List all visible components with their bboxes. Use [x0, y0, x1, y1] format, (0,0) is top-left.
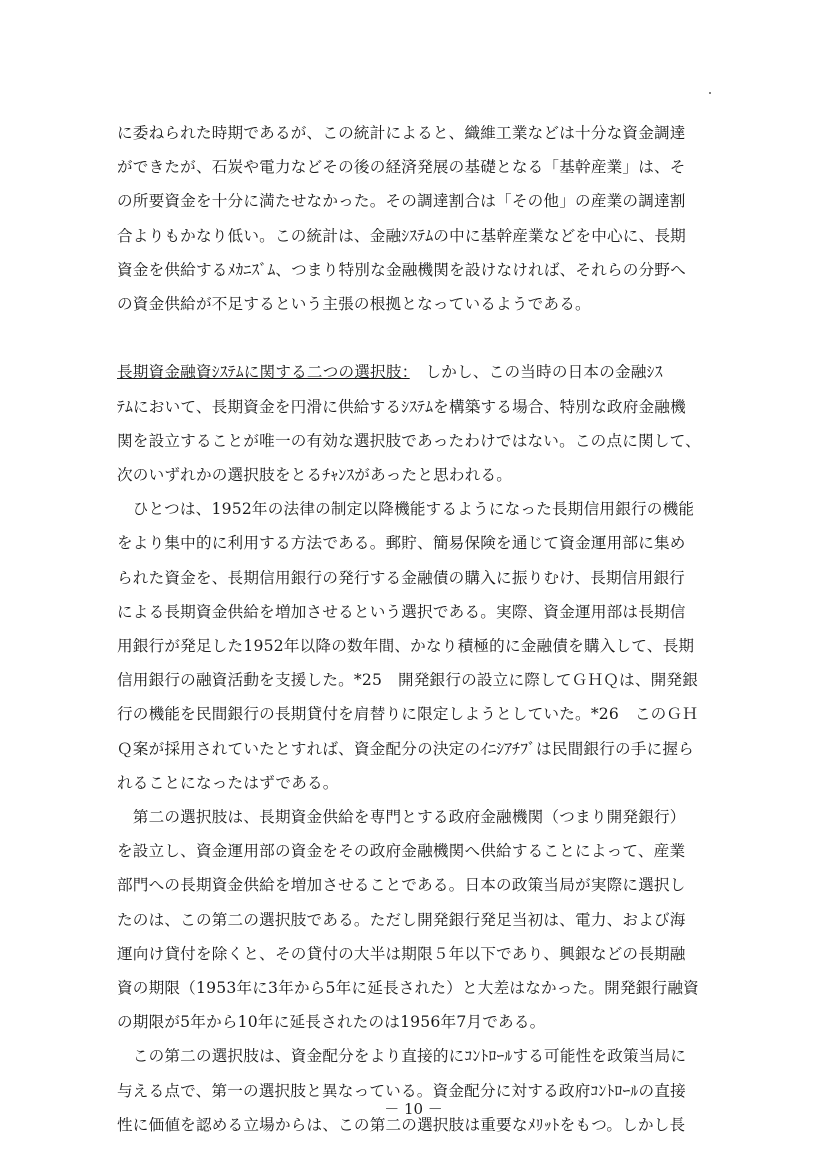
- section-heading-line: [117, 357, 727, 387]
- section-heading: 長期資金融資ｼｽﾃﾑに関する二つの選択肢：: [117, 363, 410, 381]
- paragraph-2-line-7: 行の機能を民間銀行の長期貸付を肩替りに限定しようとしていた。*26 このＧＨ: [117, 705, 699, 723]
- section-line-4: 次のいずれかの選択肢をとるﾁｬﾝｽがあったと思われる。: [117, 466, 513, 484]
- paragraph-3-line-1: 第二の選択肢は、長期資金供給を専門とする政府金融機関（つまり開発銀行）: [117, 808, 686, 826]
- paragraph-2-line-8: Ｑ案が採用されていたとすれば、資金配分の決定のｲﾆｼｱﾁﾌﾞは民間銀行の手に握ら: [117, 740, 694, 758]
- paragraph-2-line-1: ひとつは、1952年の法律の制定以降機能するようになった長期信用銀行の機能: [117, 500, 695, 518]
- paragraph-2-line-9: れることになったはずである。: [117, 774, 339, 792]
- paragraph-4-line-2: 与える点で、第一の選択肢と異なっている。資金配分に対する政府ｺﾝﾄﾛｰﾙの直接: [117, 1082, 686, 1100]
- paragraph-1-line-4: 合よりもかなり低い。この統計は、金融ｼｽﾃﾑの中に基幹産業などを中心に、長期: [117, 227, 686, 245]
- paragraph-1-line-3: の所要資金を十分に満たせなかった。その調達割合は「その他」の産業の調達割: [117, 192, 686, 210]
- section-line-3: 関を設立することが唯一の有効な選択肢であったわけではない。この点に関して、: [117, 432, 701, 450]
- scan-speck: [709, 92, 711, 94]
- section-line-2: ﾃﾑにおいて、長期資金を円滑に供給するｼｽﾃﾑを構築する場合、特別な政府金融機: [117, 398, 686, 416]
- paragraph-4-line-1: この第二の選択肢は、資金配分をより直接的にｺﾝﾄﾛｰﾙする可能性を政策当局に: [117, 1047, 687, 1065]
- paragraph-1-line-1: に委ねられた時期であるが、この統計によると、織維工業などは十分な資金調達: [117, 124, 686, 142]
- section-heading-continuation: しかし、この当時の日本の金融ｼｽ: [409, 363, 663, 381]
- paragraph-2-line-2: をより集中的に利用する方法である。郵貯、簡易保険を通じて資金運用部に集め: [117, 534, 686, 552]
- paragraph-3-line-7: の期限が5年から10年に延長されたのは1956年7月である。: [117, 1013, 546, 1031]
- paragraph-2-line-5: 用銀行が発足した1952年以降の数年間、かなり積極的に金融債を購入して、長期: [117, 637, 695, 655]
- paragraph-3-line-6: 資の期限（1953年に3年から5年に延長された）と大差はなかった。開発銀行融資: [117, 979, 699, 997]
- paragraph-3-line-4: たのは、この第二の選択肢である。ただし開発銀行発足当初は、電力、および海: [117, 911, 686, 929]
- paragraph-4-line-3: 性に価値を認める立場からは、この第二の選択肢は重要なﾒﾘｯﾄをもつ。しかし長: [117, 1116, 686, 1134]
- paragraph-1-line-2: ができたが、石炭や電力などその後の経済発展の基礎となる「基幹産業」は、そ: [117, 158, 686, 176]
- paragraph-1-line-5: 資金を供給するﾒｶﾆｽﾞﾑ、つまり特別な金融機関を設けなければ、それらの分野へ: [117, 261, 686, 279]
- paragraph-1-line-6: の資金供給が不足するという主張の根拠となっているようである。: [117, 295, 591, 313]
- paragraph-3-line-3: 部門への長期資金供給を増加させることである。日本の政策当局が実際に選択し: [117, 876, 686, 894]
- paragraph-3-line-5: 運向け貸付を除くと、その貸付の大半は期限５年以下であり、興銀などの長期融: [117, 945, 686, 963]
- paragraph-3-line-2: を設立し、資金運用部の資金をその政府金融機関へ供給することによって、産業: [117, 842, 686, 860]
- paragraph-2-line-3: られた資金を、長期信用銀行の発行する金融債の購入に振りむけ、長期信用銀行: [117, 569, 685, 587]
- page-number: － 10 －: [384, 1100, 443, 1118]
- paragraph-2-line-6: 信用銀行の融資活動を支援した。*25 開発銀行の設立に際してＧＨＱは、開発銀: [117, 671, 699, 689]
- paragraph-2-line-4: による長期資金供給を増加させるという選択である。実際、資金運用部は長期信: [117, 603, 686, 621]
